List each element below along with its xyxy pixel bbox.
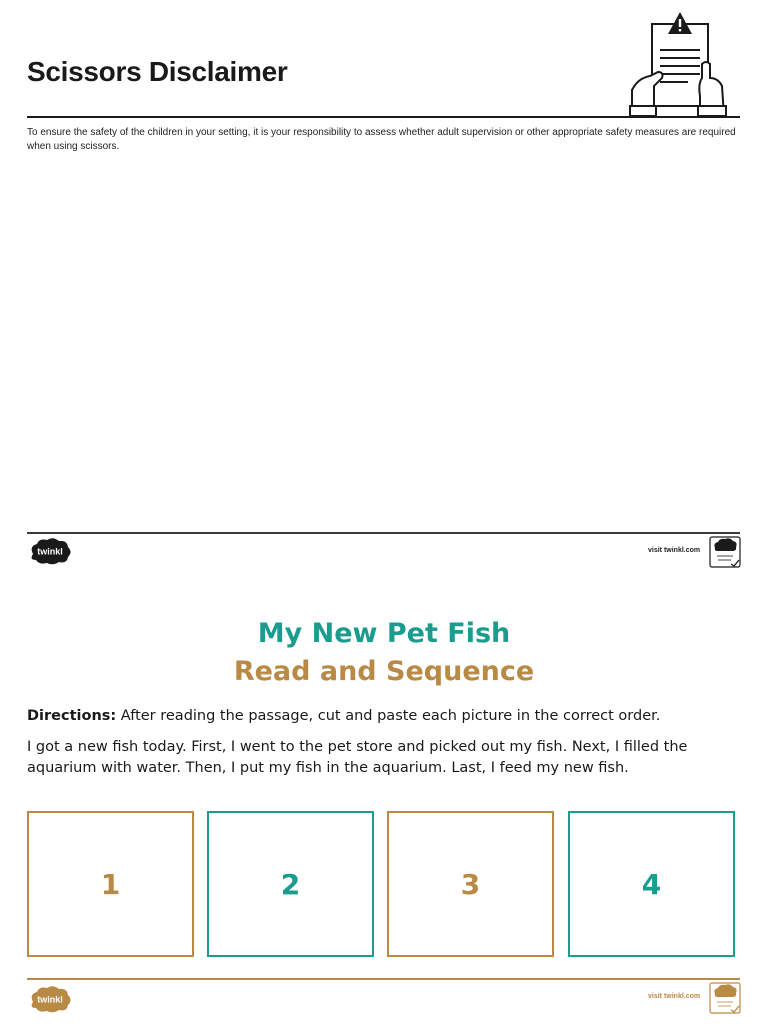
disclaimer-text: To ensure the safety of the children in your setting, it is your responsibility to assess whether adult supervision or other appropriate safety measures are required when using scissors.: [27, 127, 736, 152]
visit-link[interactable]: visit twinkl.com: [648, 993, 701, 1000]
directions-text: After reading the passage, cut and paste each picture in the correct order.: [116, 708, 661, 724]
sequence-box-4[interactable]: [568, 811, 735, 957]
twinkl-logo: [27, 536, 73, 566]
twinkl-logo: [27, 984, 73, 1014]
footer-divider: [27, 532, 740, 534]
sequence-number: 3: [460, 867, 481, 901]
title-divider: [27, 116, 740, 118]
quality-badge-icon: [709, 536, 741, 568]
visit-link[interactable]: visit twinkl.com: [648, 547, 701, 554]
svg-text:twinkl: twinkl: [37, 994, 63, 1005]
sequence-number: 2: [280, 867, 301, 901]
page-title: Scissors Disclaimer: [27, 56, 288, 87]
sequence-box-1[interactable]: [27, 811, 194, 957]
directions: [27, 706, 747, 726]
footer-divider: [27, 978, 740, 980]
sequence-box-2[interactable]: [207, 811, 374, 957]
clipboard-warning-icon: [628, 12, 728, 118]
sequence-number: 4: [641, 867, 662, 901]
sequence-number: 1: [100, 867, 121, 901]
svg-text:twinkl: twinkl: [37, 546, 63, 557]
quality-badge-icon: [709, 982, 741, 1014]
reading-passage: I got a new fish today. First, I went to the pet store and picked out my fish. Next, I filled the aquarium with water. Then, I put my fish in the aquarium. Last, I feed my new fish.: [27, 739, 688, 776]
directions-label: Directions:: [27, 708, 117, 724]
worksheet-title: My New Pet Fish: [257, 618, 511, 649]
worksheet-subtitle: Read and Sequence: [233, 656, 535, 687]
sequence-box-3[interactable]: [387, 811, 554, 957]
